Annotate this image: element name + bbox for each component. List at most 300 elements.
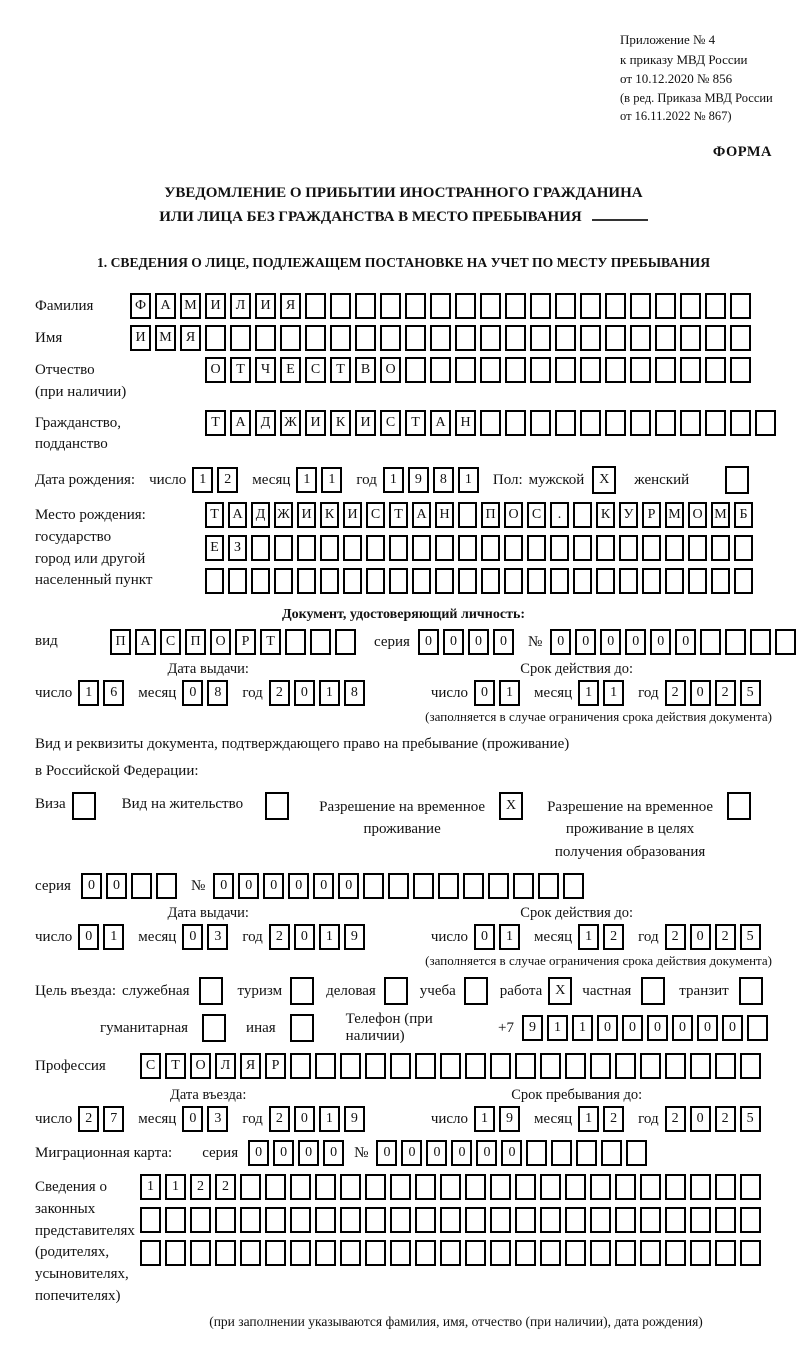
char-cell[interactable]: Т [205,410,226,436]
char-cell[interactable]: 0 [722,1015,743,1041]
char-cell[interactable] [596,535,615,561]
char-cell[interactable] [605,293,626,319]
char-cell[interactable] [480,357,501,383]
char-cell[interactable]: 0 [426,1140,447,1166]
char-cell[interactable] [315,1053,336,1079]
char-cell[interactable] [265,1207,286,1233]
char-cell[interactable] [715,1174,736,1200]
char-cell[interactable]: О [205,357,226,383]
char-cell[interactable] [320,535,339,561]
char-cell[interactable] [490,1240,511,1266]
char-cell[interactable] [730,410,751,436]
char-cell[interactable]: 1 [383,467,404,493]
char-cell[interactable] [251,568,270,594]
char-cell[interactable] [665,535,684,561]
char-cell[interactable]: 0 [597,1015,618,1041]
char-cell[interactable]: Т [405,410,426,436]
char-cell[interactable]: А [430,410,451,436]
char-cell[interactable] [458,568,477,594]
char-cell[interactable]: X [548,977,572,1005]
char-cell[interactable]: П [185,629,206,655]
char-cell[interactable] [705,325,726,351]
char-cell[interactable]: Н [435,502,454,528]
char-cell[interactable] [415,1207,436,1233]
char-cell[interactable] [665,1053,686,1079]
char-cell[interactable] [565,1174,586,1200]
char-cell[interactable]: 9 [344,1106,365,1132]
char-cell[interactable]: В [355,357,376,383]
char-cell[interactable] [315,1174,336,1200]
char-cell[interactable] [555,410,576,436]
char-cell[interactable] [665,1174,686,1200]
char-cell[interactable]: М [665,502,684,528]
char-cell[interactable]: С [527,502,546,528]
char-cell[interactable] [590,1240,611,1266]
char-cell[interactable]: 0 [238,873,259,899]
char-cell[interactable] [640,1053,661,1079]
char-cell[interactable] [527,535,546,561]
char-cell[interactable]: 0 [182,680,203,706]
char-cell[interactable] [199,977,223,1005]
char-cell[interactable] [228,568,247,594]
char-cell[interactable]: 0 [600,629,621,655]
char-cell[interactable] [297,568,316,594]
char-cell[interactable] [655,325,676,351]
char-cell[interactable]: Р [642,502,661,528]
char-cell[interactable] [680,293,701,319]
char-cell[interactable] [605,410,626,436]
char-cell[interactable]: Я [280,293,301,319]
char-cell[interactable] [580,410,601,436]
char-cell[interactable] [540,1053,561,1079]
char-cell[interactable] [715,1240,736,1266]
char-cell[interactable] [601,1140,622,1166]
char-cell[interactable] [389,568,408,594]
char-cell[interactable]: Т [389,502,408,528]
char-cell[interactable] [290,1174,311,1200]
char-cell[interactable] [131,873,152,899]
char-cell[interactable] [626,1140,647,1166]
char-cell[interactable] [458,502,477,528]
char-cell[interactable]: С [366,502,385,528]
char-cell[interactable]: М [711,502,730,528]
char-cell[interactable] [458,535,477,561]
char-cell[interactable] [413,873,434,899]
char-cell[interactable]: Б [734,502,753,528]
char-cell[interactable] [705,410,726,436]
char-cell[interactable] [504,568,523,594]
char-cell[interactable] [505,410,526,436]
char-cell[interactable]: 0 [474,680,495,706]
char-cell[interactable] [405,325,426,351]
char-cell[interactable]: 2 [665,924,686,950]
char-cell[interactable] [727,792,751,820]
char-cell[interactable]: Т [205,502,224,528]
char-cell[interactable]: 0 [622,1015,643,1041]
char-cell[interactable] [630,325,651,351]
char-cell[interactable]: И [355,410,376,436]
char-cell[interactable]: 0 [288,873,309,899]
char-cell[interactable] [480,325,501,351]
char-cell[interactable] [455,293,476,319]
char-cell[interactable]: 8 [433,467,454,493]
char-cell[interactable] [340,1053,361,1079]
char-cell[interactable]: Ж [280,410,301,436]
char-cell[interactable] [463,873,484,899]
char-cell[interactable] [565,1053,586,1079]
char-cell[interactable]: 9 [344,924,365,950]
char-cell[interactable]: 2 [215,1174,236,1200]
char-cell[interactable]: 1 [603,680,624,706]
char-cell[interactable]: 0 [338,873,359,899]
char-cell[interactable] [72,792,96,820]
char-cell[interactable] [580,293,601,319]
char-cell[interactable] [190,1207,211,1233]
char-cell[interactable] [274,568,293,594]
char-cell[interactable] [630,293,651,319]
char-cell[interactable] [330,325,351,351]
char-cell[interactable]: С [140,1053,161,1079]
char-cell[interactable] [251,535,270,561]
char-cell[interactable] [343,535,362,561]
char-cell[interactable] [240,1240,261,1266]
char-cell[interactable] [680,410,701,436]
char-cell[interactable]: П [481,502,500,528]
char-cell[interactable]: 0 [697,1015,718,1041]
char-cell[interactable] [540,1240,561,1266]
char-cell[interactable] [156,873,177,899]
char-cell[interactable]: И [130,325,151,351]
char-cell[interactable]: 2 [715,680,736,706]
char-cell[interactable] [715,1053,736,1079]
char-cell[interactable] [641,977,665,1005]
char-cell[interactable] [665,1240,686,1266]
char-cell[interactable] [515,1174,536,1200]
char-cell[interactable]: Т [230,357,251,383]
char-cell[interactable]: Ч [255,357,276,383]
char-cell[interactable]: Т [165,1053,186,1079]
char-cell[interactable] [343,568,362,594]
char-cell[interactable] [465,1240,486,1266]
char-cell[interactable]: 0 [401,1140,422,1166]
char-cell[interactable]: О [688,502,707,528]
char-cell[interactable] [305,293,326,319]
char-cell[interactable] [688,568,707,594]
char-cell[interactable]: А [228,502,247,528]
char-cell[interactable]: 1 [319,680,340,706]
char-cell[interactable]: 0 [294,1106,315,1132]
char-cell[interactable] [215,1240,236,1266]
char-cell[interactable] [555,357,576,383]
char-cell[interactable]: 2 [715,924,736,950]
char-cell[interactable] [280,325,301,351]
char-cell[interactable] [515,1240,536,1266]
char-cell[interactable]: 1 [296,467,317,493]
char-cell[interactable]: 0 [248,1140,269,1166]
char-cell[interactable] [415,1240,436,1266]
char-cell[interactable] [430,293,451,319]
char-cell[interactable]: 7 [103,1106,124,1132]
char-cell[interactable] [711,568,730,594]
char-cell[interactable]: 1 [474,1106,495,1132]
char-cell[interactable] [255,325,276,351]
char-cell[interactable] [415,1174,436,1200]
char-cell[interactable] [705,293,726,319]
char-cell[interactable] [455,357,476,383]
char-cell[interactable]: 2 [269,680,290,706]
char-cell[interactable]: X [592,466,616,494]
char-cell[interactable] [619,535,638,561]
char-cell[interactable]: И [297,502,316,528]
char-cell[interactable]: 0 [298,1140,319,1166]
char-cell[interactable]: 5 [740,680,761,706]
char-cell[interactable] [730,293,751,319]
char-cell[interactable] [505,293,526,319]
char-cell[interactable]: 0 [106,873,127,899]
char-cell[interactable]: 0 [78,924,99,950]
char-cell[interactable] [464,977,488,1005]
char-cell[interactable] [665,1207,686,1233]
char-cell[interactable] [615,1174,636,1200]
char-cell[interactable]: 2 [665,680,686,706]
char-cell[interactable]: 0 [650,629,671,655]
char-cell[interactable] [202,1014,226,1042]
char-cell[interactable]: 0 [323,1140,344,1166]
char-cell[interactable]: И [205,293,226,319]
char-cell[interactable] [388,873,409,899]
char-cell[interactable] [412,535,431,561]
char-cell[interactable] [750,629,771,655]
char-cell[interactable] [380,293,401,319]
char-cell[interactable] [366,568,385,594]
char-cell[interactable] [565,1207,586,1233]
char-cell[interactable]: С [305,357,326,383]
char-cell[interactable] [465,1207,486,1233]
char-cell[interactable]: 0 [182,924,203,950]
char-cell[interactable] [515,1207,536,1233]
char-cell[interactable]: 1 [499,924,520,950]
char-cell[interactable]: 8 [207,680,228,706]
char-cell[interactable] [530,410,551,436]
char-cell[interactable] [573,535,592,561]
char-cell[interactable] [430,325,451,351]
char-cell[interactable] [366,535,385,561]
char-cell[interactable] [390,1053,411,1079]
char-cell[interactable]: 0 [468,629,489,655]
char-cell[interactable]: Н [455,410,476,436]
char-cell[interactable] [330,293,351,319]
char-cell[interactable] [465,1174,486,1200]
char-cell[interactable] [405,293,426,319]
char-cell[interactable] [655,410,676,436]
char-cell[interactable] [551,1140,572,1166]
char-cell[interactable]: 2 [603,1106,624,1132]
char-cell[interactable] [725,466,749,494]
char-cell[interactable] [680,325,701,351]
char-cell[interactable] [315,1207,336,1233]
char-cell[interactable]: 1 [572,1015,593,1041]
char-cell[interactable] [655,293,676,319]
char-cell[interactable]: 0 [501,1140,522,1166]
char-cell[interactable] [438,873,459,899]
char-cell[interactable]: 0 [474,924,495,950]
char-cell[interactable] [740,1207,761,1233]
char-cell[interactable]: 0 [550,629,571,655]
char-cell[interactable] [265,1174,286,1200]
char-cell[interactable] [576,1140,597,1166]
char-cell[interactable] [565,1240,586,1266]
char-cell[interactable]: И [305,410,326,436]
char-cell[interactable] [290,1053,311,1079]
char-cell[interactable]: 0 [443,629,464,655]
char-cell[interactable] [513,873,534,899]
char-cell[interactable] [640,1207,661,1233]
char-cell[interactable]: 0 [690,680,711,706]
char-cell[interactable]: 1 [78,680,99,706]
char-cell[interactable] [540,1174,561,1200]
char-cell[interactable]: О [190,1053,211,1079]
char-cell[interactable]: 8 [344,680,365,706]
char-cell[interactable] [335,629,356,655]
char-cell[interactable]: 0 [476,1140,497,1166]
char-cell[interactable] [315,1240,336,1266]
char-cell[interactable]: 1 [319,1106,340,1132]
char-cell[interactable] [365,1240,386,1266]
char-cell[interactable] [605,357,626,383]
char-cell[interactable]: 0 [690,924,711,950]
char-cell[interactable] [655,357,676,383]
char-cell[interactable] [619,568,638,594]
char-cell[interactable] [580,325,601,351]
char-cell[interactable] [205,325,226,351]
char-cell[interactable] [365,1174,386,1200]
char-cell[interactable] [590,1053,611,1079]
char-cell[interactable] [305,325,326,351]
char-cell[interactable] [725,629,746,655]
char-cell[interactable] [440,1053,461,1079]
char-cell[interactable] [355,325,376,351]
char-cell[interactable]: 0 [672,1015,693,1041]
char-cell[interactable] [310,629,331,655]
char-cell[interactable]: 3 [207,924,228,950]
char-cell[interactable] [740,1174,761,1200]
char-cell[interactable] [274,535,293,561]
char-cell[interactable]: 1 [578,680,599,706]
char-cell[interactable] [690,1053,711,1079]
char-cell[interactable] [355,293,376,319]
char-cell[interactable] [550,568,569,594]
char-cell[interactable] [430,357,451,383]
char-cell[interactable]: И [255,293,276,319]
char-cell[interactable] [240,1174,261,1200]
char-cell[interactable] [504,535,523,561]
char-cell[interactable] [435,535,454,561]
char-cell[interactable]: 0 [493,629,514,655]
char-cell[interactable]: 1 [458,467,479,493]
char-cell[interactable]: С [160,629,181,655]
char-cell[interactable]: 2 [190,1174,211,1200]
char-cell[interactable] [290,977,314,1005]
char-cell[interactable]: О [210,629,231,655]
char-cell[interactable]: У [619,502,638,528]
char-cell[interactable]: 0 [675,629,696,655]
char-cell[interactable]: Р [265,1053,286,1079]
char-cell[interactable]: 9 [522,1015,543,1041]
char-cell[interactable] [580,357,601,383]
char-cell[interactable]: 0 [690,1106,711,1132]
char-cell[interactable]: Т [330,357,351,383]
char-cell[interactable] [140,1240,161,1266]
char-cell[interactable] [563,873,584,899]
char-cell[interactable] [140,1207,161,1233]
char-cell[interactable] [527,568,546,594]
char-cell[interactable] [642,568,661,594]
char-cell[interactable] [747,1015,768,1041]
char-cell[interactable] [435,568,454,594]
char-cell[interactable]: Е [280,357,301,383]
char-cell[interactable] [642,535,661,561]
char-cell[interactable] [630,357,651,383]
char-cell[interactable]: К [596,502,615,528]
char-cell[interactable] [490,1053,511,1079]
char-cell[interactable]: И [343,502,362,528]
char-cell[interactable] [490,1174,511,1200]
char-cell[interactable]: К [330,410,351,436]
char-cell[interactable] [297,535,316,561]
char-cell[interactable]: О [504,502,523,528]
char-cell[interactable] [590,1174,611,1200]
char-cell[interactable] [230,325,251,351]
char-cell[interactable] [690,1207,711,1233]
char-cell[interactable]: М [155,325,176,351]
char-cell[interactable]: Л [215,1053,236,1079]
char-cell[interactable] [165,1240,186,1266]
char-cell[interactable]: 1 [140,1174,161,1200]
char-cell[interactable] [605,325,626,351]
char-cell[interactable]: 0 [294,924,315,950]
char-cell[interactable] [480,293,501,319]
char-cell[interactable] [389,535,408,561]
char-cell[interactable] [320,568,339,594]
char-cell[interactable]: 0 [575,629,596,655]
char-cell[interactable]: 0 [213,873,234,899]
char-cell[interactable]: 0 [273,1140,294,1166]
char-cell[interactable]: С [380,410,401,436]
char-cell[interactable]: Ж [274,502,293,528]
char-cell[interactable] [480,410,501,436]
char-cell[interactable] [573,502,592,528]
char-cell[interactable] [734,535,753,561]
char-cell[interactable] [290,1014,314,1042]
char-cell[interactable] [740,1053,761,1079]
char-cell[interactable] [290,1207,311,1233]
char-cell[interactable]: 0 [376,1140,397,1166]
char-cell[interactable]: 1 [192,467,213,493]
char-cell[interactable] [240,1207,261,1233]
char-cell[interactable]: А [412,502,431,528]
char-cell[interactable]: 1 [103,924,124,950]
char-cell[interactable] [615,1053,636,1079]
char-cell[interactable] [365,1207,386,1233]
char-cell[interactable] [530,357,551,383]
char-cell[interactable]: 0 [294,680,315,706]
char-cell[interactable] [340,1207,361,1233]
char-cell[interactable]: 0 [182,1106,203,1132]
char-cell[interactable]: Т [260,629,281,655]
char-cell[interactable]: Е [205,535,224,561]
char-cell[interactable] [530,325,551,351]
char-cell[interactable]: 2 [603,924,624,950]
